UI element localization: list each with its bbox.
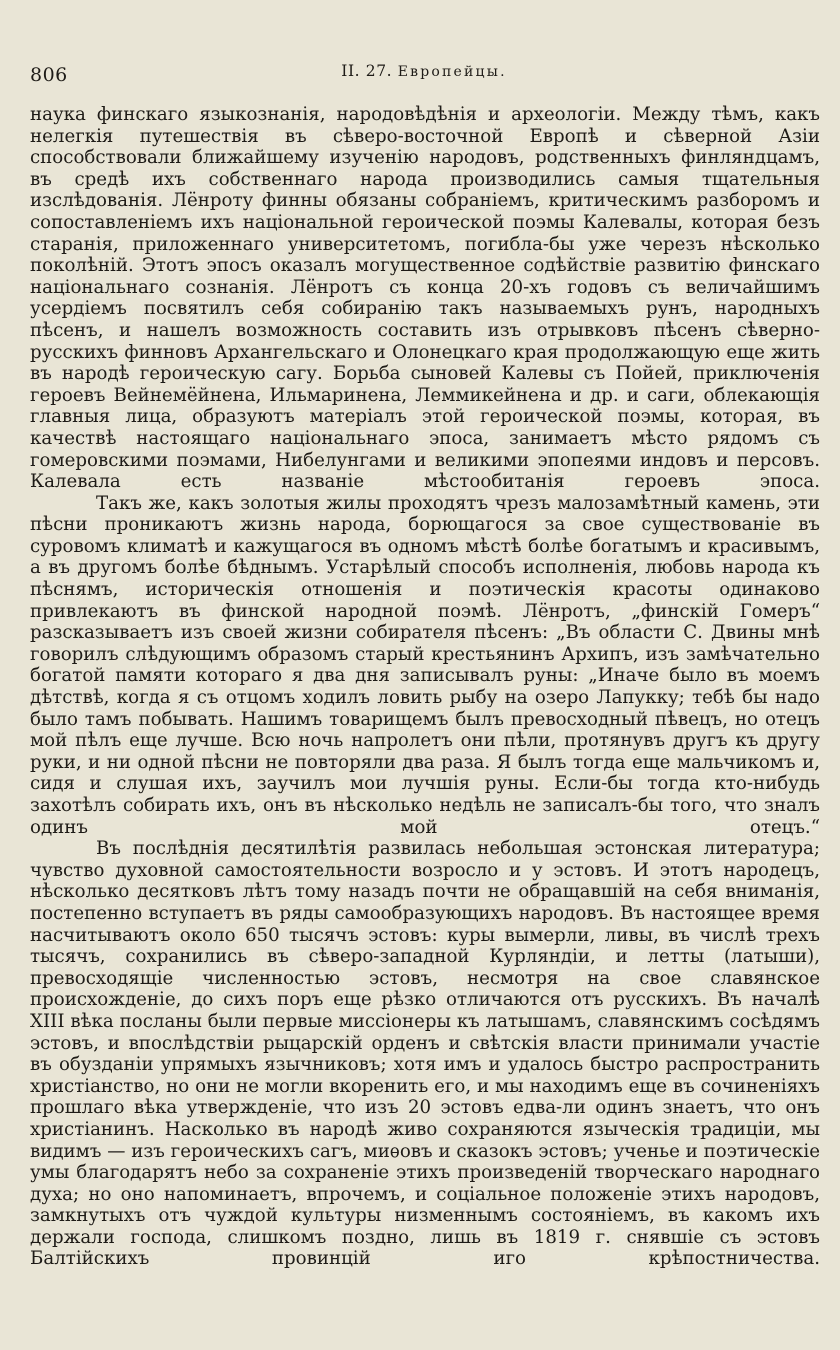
paragraph-estonians: Въ послѣднія десятилѣтія развилась небольшая эстонская литература; чувство духовной самостоятельности возросло и у эстовъ. И этотъ народецъ, нѣсколько десятковъ лѣтъ тому назадъ почти не обращавшій на себя вниманія, постепенно вступаетъ въ ряды самообразующихъ народовъ. Въ настоящее время насчитываютъ около 650 тысячъ эстовъ: куры вымерли, ливы, въ числѣ трехъ тысячъ, сохранились въ сѣверо-западной Курляндіи, и летты (латыши), превосходящіе численностью эстовъ, несмотря на свое славянское происхожденіе, до сихъ поръ еще рѣзко отличаются отъ русскихъ. Въ началѣ XIII вѣка посланы были первые миссіонеры къ латышамъ, славянскимъ сосѣдямъ эстовъ, и впослѣдствіи рыцарскій орденъ и свѣтскія власти принимали участіе въ обузданіи упрямыхъ язычниковъ; хотя имъ и удалось быстро распространить христіанство, но они не могли вкоренить его, и мы находимъ еще въ сочиненіяхъ прошлаго вѣка утвержденіе, что изъ 20 эстовъ едва-ли одинъ знаетъ, что онъ христіанинъ. Насколько въ народѣ живо сохраняются языческія традиціи, мы видимъ — изъ героическихъ сагъ, миѳовъ и сказокъ эстовъ; ученье и поэтическіе умы благодарятъ небо за сохраненіе этихъ произведеній творческаго народнаго духа; но оно напоминаетъ, впрочемъ, и соціальное положеніе этихъ народовъ, замкнутыхъ отъ чуждой культуры низменнымъ состояніемъ, въ какомъ ихъ держали господа, слишкомъ поздно, лишь въ 1819 г. снявшіе съ эстовъ Балтійскихъ провинцій иго крѣпостничества.	[30, 838, 820, 1270]
page-header	[30, 62, 818, 92]
running-head-prefix: II. 27.	[341, 62, 393, 80]
running-head	[30, 62, 818, 80]
paragraph-kalevala: наука финскаго языкознанія, народовѣдѣнія и археологіи. Между тѣмъ, какъ нелегкія путешествія въ сѣверо-восточной Европѣ и сѣверной Азіи способствовали ближайшему изученію народовъ, родственныхъ финляндцамъ, въ средѣ ихъ собственнаго народа производились самыя тщательныя изслѣдованія. Лёнроту финны обязаны собраніемъ, критическимъ разборомъ и сопоставленіемъ ихъ національной героической поэмы Калевалы, которая безъ старанія, приложеннаго университетомъ, погибла-бы уже черезъ нѣсколько поколѣній. Этотъ эпосъ оказалъ могущественное содѣйствіе развитію финскаго національнаго сознанія. Лёнротъ съ конца 20-хъ годовъ съ величайшимъ усердіемъ посвятилъ себя собиранію такъ называемыхъ рунъ, народныхъ пѣсенъ, и нашелъ возможность составить изъ отрывковъ пѣсенъ сѣверно-русскихъ финновъ Архангельскаго и Олонецкаго края продолжающую еще жить въ народѣ героическую сагу. Борьба сыновей Калевы съ Пойей, приключенія героевъ Вейнемёйнена, Ильмаринена, Леммикейнена и др. и саги, облекающія главныя лица, образуютъ матеріалъ этой героической поэмы, которая, въ качествѣ настоящаго національнаго эпоса, занимаетъ мѣсто рядомъ съ гомеровскими поэмами, Нибелунгами и великими эпопеями индовъ и персовъ. Калевала есть названіе мѣстообитанія героевъ эпоса.	[30, 104, 820, 493]
paragraph-folk-songs: Такъ же, какъ золотыя жилы проходятъ чрезъ малозамѣтный камень, эти пѣсни проникаютъ жизнь народа, борющагося за свое существованіе въ суровомъ климатѣ и кажущагося въ одномъ мѣстѣ болѣе богатымъ и красивымъ, а въ другомъ болѣе бѣднымъ. Устарѣлый способъ исполненія, любовь народа къ пѣснямъ, историческія отношенія и поэтическія красоты одинаково привлекаютъ въ финской народной поэмѣ. Лёнротъ, „финскій Гомеръ“ разсказываетъ изъ своей жизни собирателя пѣсенъ: „Въ области С. Двины мнѣ говорилъ слѣдующимъ образомъ старый крестьянинъ Архипъ, изъ замѣчательно богатой памяти котораго я два дня записывалъ руны: „Иначе было въ моемъ дѣтствѣ, когда я съ отцомъ ходилъ ловить рыбу на озеро Лапукку; тебѣ бы надо было тамъ побывать. Нашимъ товарищемъ былъ превосходный пѣвецъ, но отецъ мой пѣлъ еще лучше. Всю ночь напролетъ они пѣли, протянувъ другъ къ другу руки, и ни одной пѣсни не повторяли два раза. Я былъ тогда еще мальчикомъ и, сидя и слушая ихъ, заучилъ мои лучшія руны. Если-бы тогда кто-нибудь захотѣлъ собирать ихъ, онъ въ нѣсколько недѣль не записалъ-бы того, что зналъ одинъ мой отецъ.“	[30, 492, 820, 838]
running-head-title: Европейцы.	[397, 64, 507, 80]
page-number: 806	[30, 64, 68, 86]
body-text	[30, 104, 820, 1270]
